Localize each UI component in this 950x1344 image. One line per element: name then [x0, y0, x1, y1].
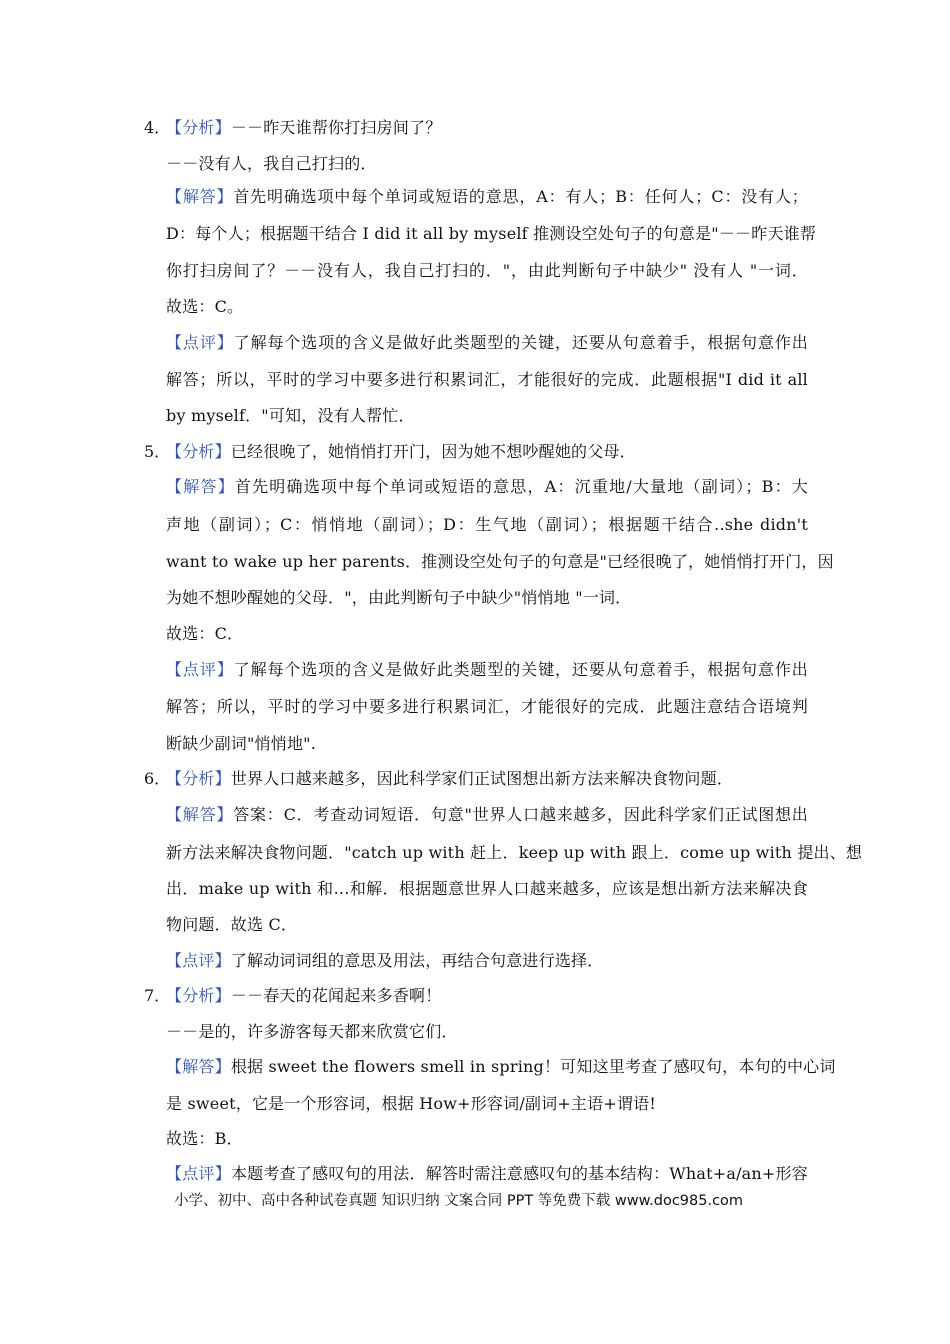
- answer-text: 故选：C．: [166, 624, 244, 643]
- analysis-line: [166, 981, 808, 1011]
- answer-tag: 【解答】: [166, 187, 234, 206]
- answer-text: 故选：B．: [166, 1129, 243, 1148]
- answer-text: 首先明确选项中每个单词或短语的意思，A：沉重地/大量地（副词）；B：大: [234, 477, 808, 496]
- answer-text: 故选：C。: [166, 297, 244, 316]
- answer-line: [166, 472, 808, 502]
- analysis-text: 已经很晚了，她悄悄打开门，因为她不想吵醒她的父母．: [230, 442, 636, 461]
- analysis-line: [166, 764, 808, 794]
- answer-tag: 【解答】: [166, 1057, 231, 1076]
- answer-text: 声地（副词）；C：悄悄地（副词）；D：生气地（副词）；根据题干结合..she didn't: [166, 515, 808, 534]
- comment-line: [166, 1159, 808, 1189]
- answer-text: want to wake up her parents．推测设空处句子的句意是"已经很晚了，她悄悄打开门，因: [166, 552, 834, 571]
- question-number: 6．: [144, 769, 171, 788]
- comment-tag: 【点评】: [166, 660, 234, 679]
- comment-text: 解答；所以，平时的学习中要多进行积累词汇，才能很好的完成．此题根据"I did it all: [166, 370, 808, 389]
- analysis-line: [166, 437, 808, 467]
- analysis-tag: 【分析】: [166, 769, 231, 788]
- analysis-tag: 【分析】: [166, 118, 231, 137]
- question-number: 5．: [144, 442, 171, 461]
- comment-text: 了解动词词组的意思及用法，再结合句意进行选择．: [230, 951, 604, 970]
- answer-text: 你打扫房间了？－－没有人，我自己打扫的．"，由此判断句子中缺少" 没有人 "一词．: [166, 261, 808, 280]
- analysis-text: －－春天的花闻起来多香啊！: [230, 986, 442, 1005]
- analysis-text: －－没有人，我自己打扫的．: [166, 154, 377, 173]
- comment-text: 了解每个选项的含义是做好此类题型的关键，还要从句意着手，根据句意作出: [233, 333, 808, 352]
- footer-text: 小学、初中、高中各种试卷真题 知识归纳 文案合同 PPT 等免费下载 www.doc985.com: [174, 1193, 744, 1209]
- comment-text: by myself．"可知，没有人帮忙．: [166, 406, 415, 425]
- comment-tag: 【点评】: [166, 333, 234, 352]
- question-number: 4．: [144, 118, 171, 137]
- answer-text: 为她不想吵醒她的父母．"，由此判断句子中缺少"悄悄地 "一词．: [166, 588, 632, 607]
- answer-tag: 【解答】: [166, 477, 235, 496]
- answer-text: 根据 sweet the flowers smell in spring！可知这里考查了感叹句，本句的中心词: [230, 1057, 836, 1076]
- answer-line: [166, 800, 808, 830]
- comment-text: 断缺少副词"悄悄地".: [166, 734, 317, 753]
- analysis-text: －－是的，许多游客每天都来欣赏它们．: [166, 1022, 458, 1041]
- question-number: 7．: [144, 986, 171, 1005]
- answer-line: [166, 1052, 836, 1082]
- comment-line: [166, 328, 808, 358]
- comment-text: 了解每个选项的含义是做好此类题型的关键，还要从句意着手，根据句意作出: [233, 660, 808, 679]
- analysis-text: －－昨天谁帮你打扫房间了？: [230, 118, 442, 137]
- comment-line: [166, 655, 808, 685]
- comment-text: 本题考查了感叹句的用法．解答时需注意感叹句的基本结构：What+a/an+形容: [230, 1164, 808, 1183]
- answer-text: 首先明确选项中每个单词或短语的意思，A：有人；B：任何人；C：没有人；: [233, 187, 808, 206]
- answer-text: 答案：C．考查动词短语．句意"世界人口越来越多，因此科学家们正试图想出: [233, 805, 808, 824]
- comment-line: [166, 946, 808, 976]
- answer-text: 出．make up with 和…和解．根据题意世界人口越来越多，应该是想出新方法来解决食: [166, 879, 808, 898]
- analysis-tag: 【分析】: [166, 986, 231, 1005]
- answer-text: 新方法来解决食物问题．"catch up with 赶上．keep up with 跟上．come up with 提出、想: [166, 843, 863, 862]
- answer-line: [166, 182, 808, 212]
- analysis-line: [166, 113, 808, 143]
- comment-tag: 【点评】: [166, 1164, 231, 1183]
- answer-tag: 【解答】: [166, 805, 234, 824]
- comment-text: 解答；所以，平时的学习中要多进行积累词汇，才能很好的完成．此题注意结合语境判: [166, 697, 808, 716]
- answer-text: D：每个人；根据题干结合 I did it all by myself 推测设空处句子的句意是"－－昨天谁帮: [166, 224, 817, 243]
- answer-text: 物问题．故选 C．: [166, 915, 298, 934]
- analysis-text: 世界人口越来越多，因此科学家们正试图想出新方法来解决食物问题．: [230, 769, 734, 788]
- answer-text: 是 sweet，它是一个形容词，根据 How+形容词/副词+主语+谓语!: [166, 1094, 656, 1113]
- comment-tag: 【点评】: [166, 951, 231, 970]
- analysis-tag: 【分析】: [166, 442, 231, 461]
